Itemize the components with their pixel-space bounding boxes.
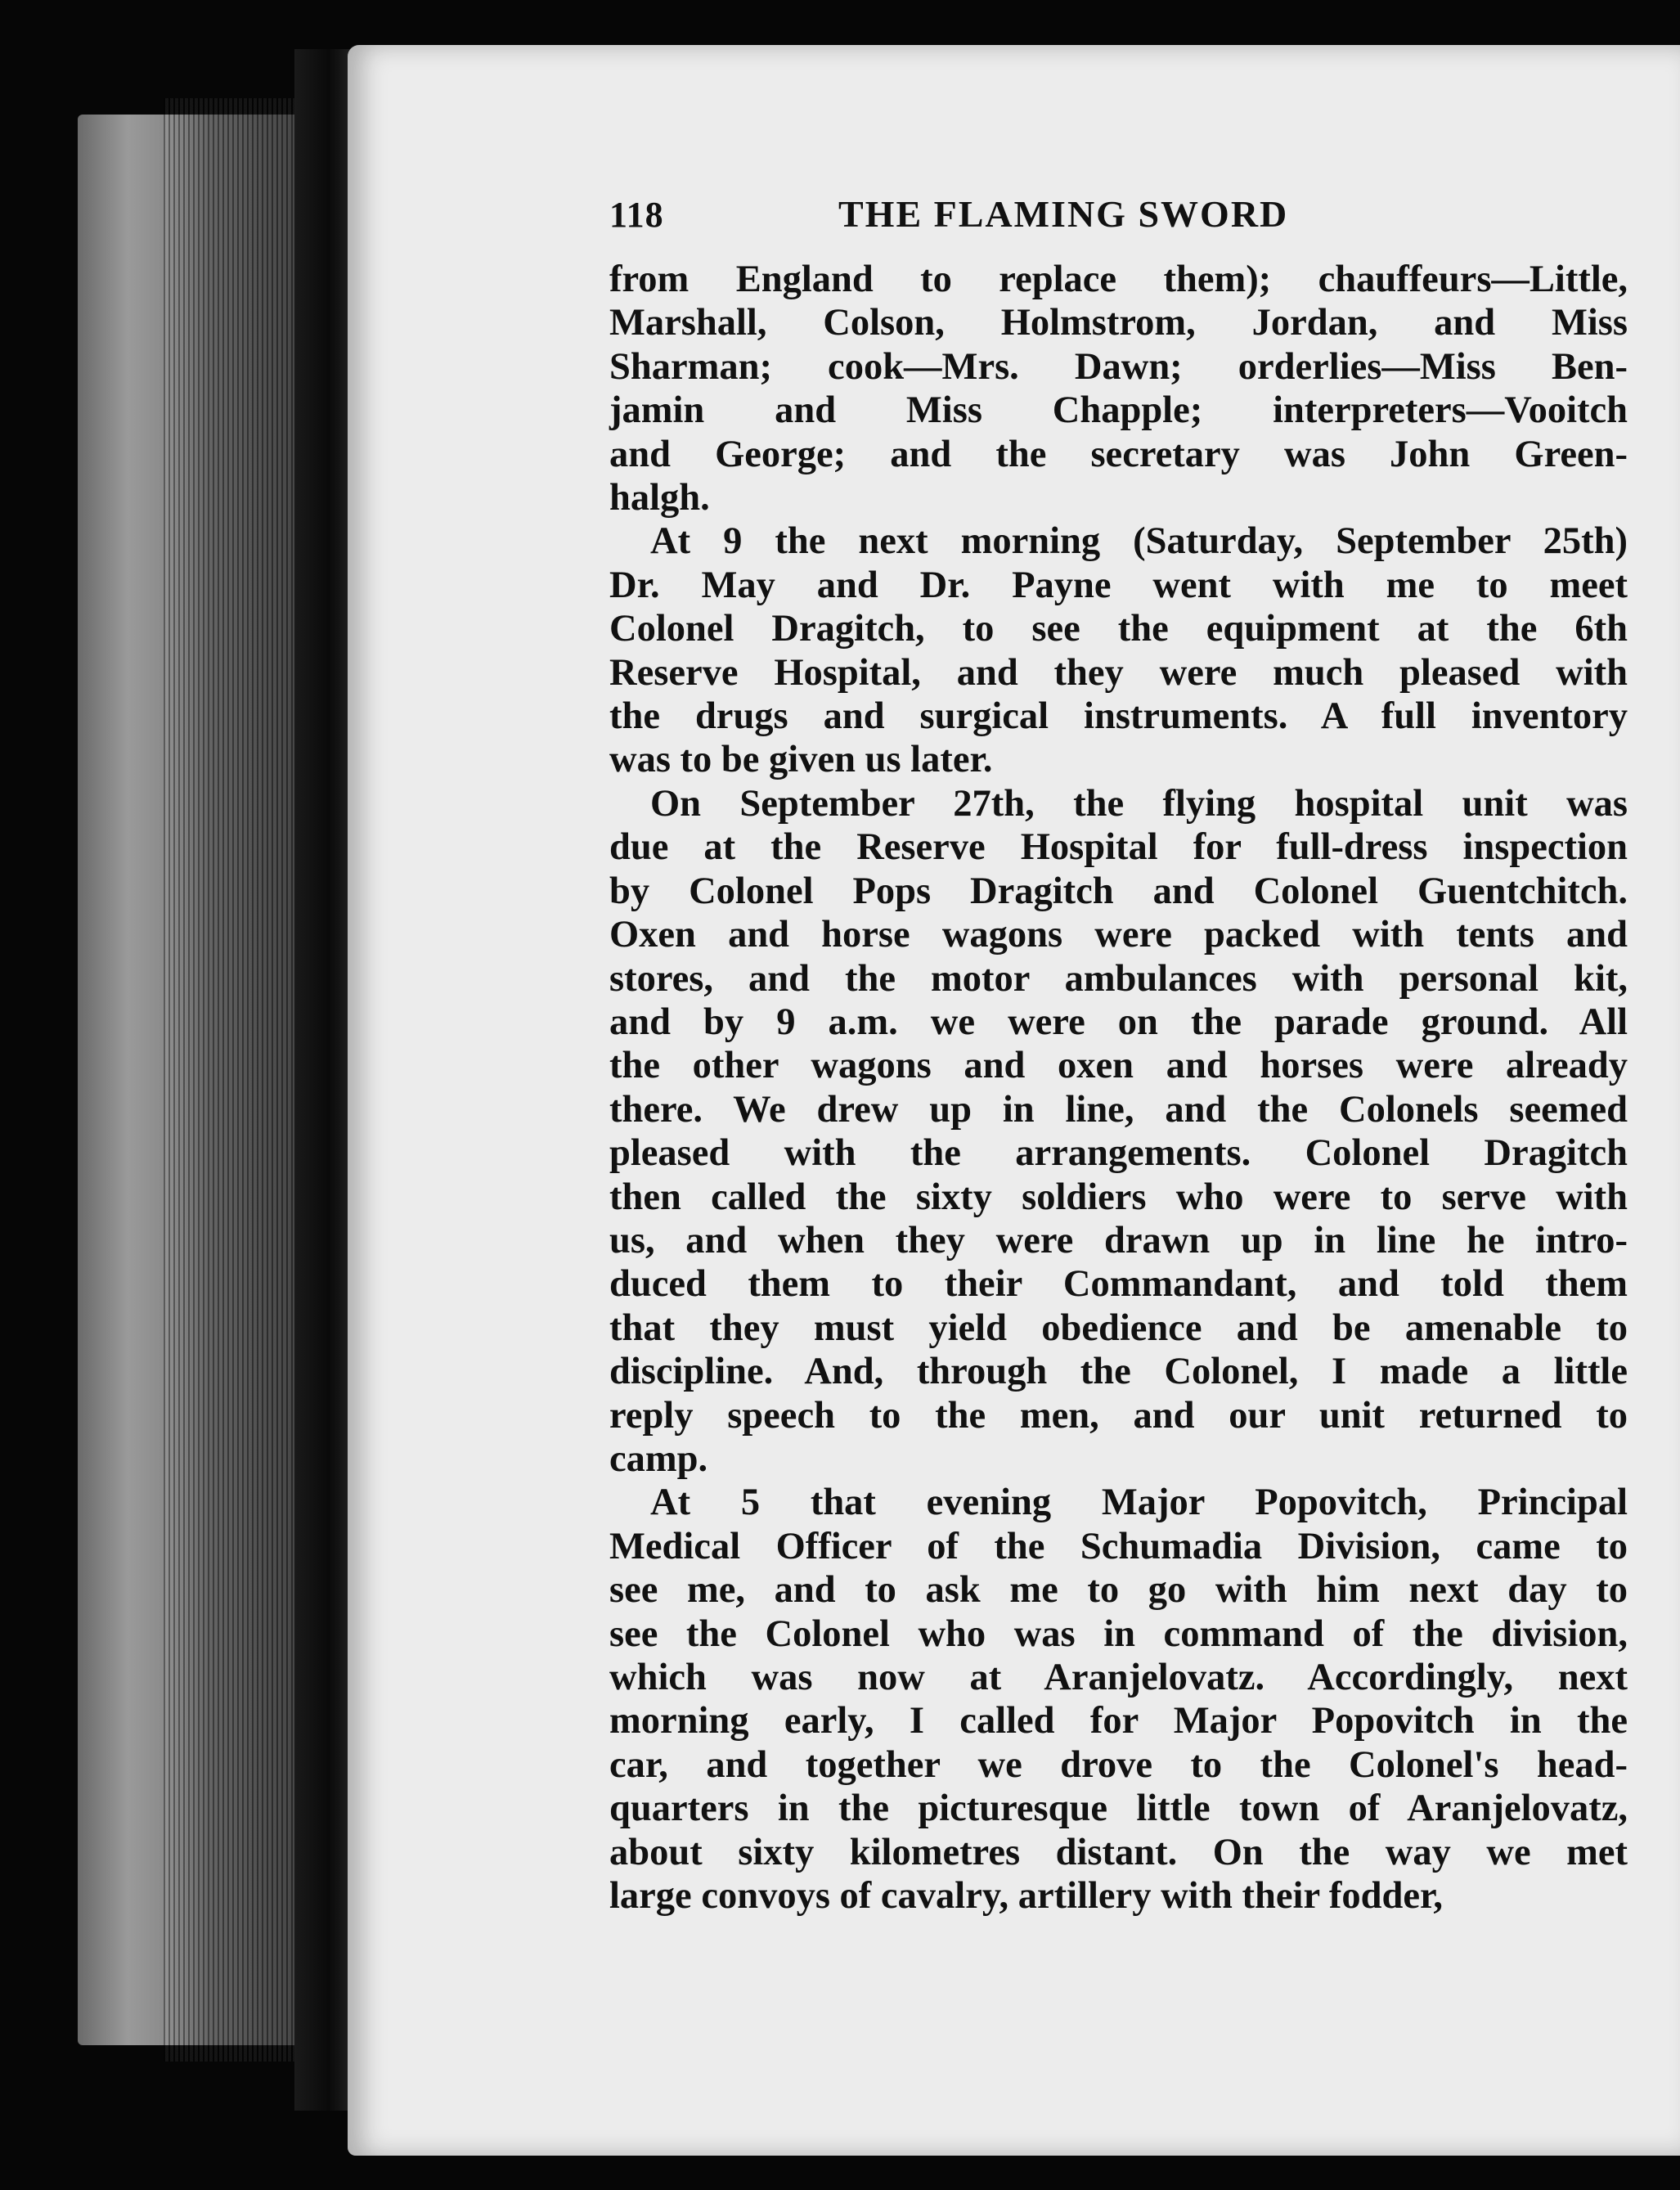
text-line: discipline. And, through the Colonel, I made a little [609, 1351, 1628, 1393]
running-head [609, 192, 1628, 258]
text-line: stores, and the motor ambulances with personal kit, [609, 957, 1628, 1000]
text-line: Oxen and horse wagons were packed with tents and [609, 914, 1628, 956]
page-number: 118 [609, 195, 664, 235]
text-line: large convoys of cavalry, artillery with their fodder, [609, 1875, 1443, 1918]
paragraph [609, 782, 1628, 1482]
page-text-block [609, 192, 1628, 1918]
text-line: On September 27th, the flying hospital unit was [650, 782, 1628, 825]
text-line: by Colonel Pops Dragitch and Colonel Guentchitch. [609, 870, 1628, 912]
text-line: about sixty kilometres distant. On the way we met [609, 1831, 1628, 1873]
text-line: At 9 the next morning (Saturday, September 25th) [650, 520, 1628, 563]
text-line: At 5 that evening Major Popovitch, Principal [650, 1482, 1628, 1524]
text-line: us, and when they were drawn up in line he intro- [609, 1219, 1628, 1261]
text-line: Colonel Dragitch, to see the equipment at the 6th [609, 608, 1628, 650]
text-line: morning early, I called for Major Popovitch in the [609, 1700, 1628, 1743]
paragraph [609, 519, 1628, 781]
text-line: halgh. [609, 477, 710, 519]
text-line: Dr. May and Dr. Payne went with me to meet [609, 564, 1628, 606]
body-text [609, 258, 1628, 1918]
text-line: due at the Reserve Hospital for full-dress inspection [609, 826, 1628, 869]
text-line: and by 9 a.m. we were on the parade ground. All [609, 1001, 1628, 1043]
text-line: then called the sixty soldiers who were to serve with [609, 1176, 1628, 1218]
text-line: and George; and the secretary was John Green- [609, 433, 1628, 475]
text-line: was to be given us later. [609, 739, 993, 781]
text-line: Sharman; cook—Mrs. Dawn; orderlies—Miss Ben- [609, 345, 1628, 388]
text-line: duced them to their Commandant, and told them [609, 1263, 1628, 1306]
text-line: the drugs and surgical instruments. A full inventory [609, 695, 1628, 738]
text-line: pleased with the arrangements. Colonel Dragitch [609, 1132, 1628, 1175]
text-line: car, and together we drove to the Colonel's head- [609, 1743, 1628, 1786]
paragraph [609, 1481, 1628, 1918]
text-line: jamin and Miss Chapple; interpreters—Vooitch [609, 389, 1628, 432]
text-line: there. We drew up in line, and the Colonels seemed [609, 1088, 1628, 1131]
text-line: that they must yield obedience and be amenable to [609, 1306, 1628, 1349]
text-line: from England to replace them); chauffeurs—Little, [609, 259, 1628, 300]
text-line: camp. [609, 1437, 708, 1480]
text-line: see the Colonel who was in command of the division, [609, 1612, 1628, 1655]
text-line: Reserve Hospital, and they were much pleased with [609, 651, 1628, 694]
text-line: the other wagons and oxen and horses were already [609, 1045, 1628, 1087]
text-line: quarters in the picturesque little town of Aranjelovatz, [609, 1788, 1628, 1830]
text-line: Marshall, Colson, Holmstrom, Jordan, and Miss [609, 302, 1628, 344]
book-gutter-shadow [294, 49, 352, 2111]
paragraph [609, 258, 1628, 519]
book-title: THE FLAMING SWORD [838, 193, 1289, 235]
text-line: reply speech to the men, and our unit returned to [609, 1394, 1628, 1437]
text-line: Medical Officer of the Schumadia Division, came to [609, 1525, 1628, 1567]
text-line: see me, and to ask me to go with him next day to [609, 1569, 1628, 1612]
text-line: which was now at Aranjelovatz. Accordingly, next [609, 1657, 1628, 1698]
